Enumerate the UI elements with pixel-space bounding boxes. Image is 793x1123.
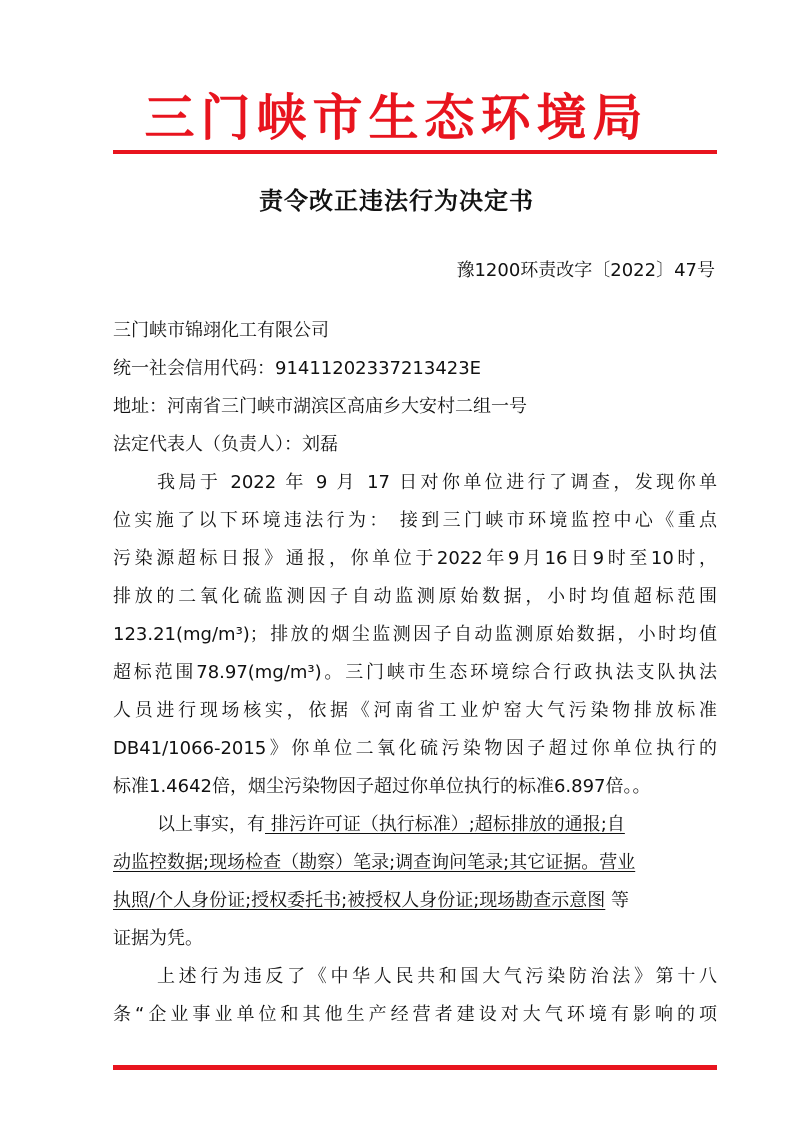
party-name: 三门峡市锦翊化工有限公司 (113, 320, 329, 341)
evidence-list: 排污许可证（执行标准）;超标排放的通报;自 (265, 814, 625, 835)
body-line: 我局于 2022 年 9 月 17 日对你单位进行了调查，发现你单 (157, 472, 717, 493)
evidence-prefix: 以上事实，有 (157, 814, 265, 835)
evidence-line (113, 886, 717, 916)
body-line: 排放的二氧化硫监测因子自动监测原始数据，小时均值超标范围 (113, 586, 717, 607)
legal-representative: 法定代表人（负责人）：刘磊 (113, 434, 338, 455)
party-address: 地址：河南省三门峡市湖滨区高庙乡大安村二组一号 (113, 396, 527, 417)
body-line: 上述行为违反了《中华人民共和国大气污染防治法》第十八 (157, 966, 717, 987)
body-line: DB41/1066-2015》你单位二氧化硫污染物因子超过你单位执行的 (113, 738, 717, 759)
credit-code: 统一社会信用代码：91411202337213423E (113, 358, 482, 379)
header-red-line (113, 150, 717, 154)
body-line: 标准1.4642倍，烟尘污染物因子超过你单位执行的标准6.897倍。。 (113, 776, 651, 797)
evidence-suffix: 等 (605, 890, 629, 911)
body-line: 条“企业事业单位和其他生产经营者建设对大气环境有影响的项 (113, 1004, 717, 1025)
evidence-line (157, 810, 717, 840)
body-line: 人员进行现场核实，依据《河南省工业炉窑大气污染物排放标准 (113, 700, 717, 721)
evidence-list: 动监控数据;现场检查（勘察）笔录;调查询问笔录;其它证据。营业 (113, 852, 636, 873)
body-line: 123.21(mg/m³)；排放的烟尘监测因子自动监测原始数据，小时均值 (113, 624, 717, 645)
evidence-line: 证据为凭。 (113, 928, 203, 949)
agency-name: 三门峡市生态环境局 (144, 88, 649, 147)
document-number: 豫1200环责改字〔2022〕47号 (456, 260, 715, 281)
body-line: 超标范围78.97(mg/m³)。三门峡市生态环境综合行政执法支队执法 (113, 662, 717, 683)
footer-red-line (113, 1065, 717, 1070)
evidence-line (113, 848, 717, 878)
document-title: 责令改正违法行为决定书 (259, 186, 534, 215)
body-line: 污染源超标日报》通报，你单位于2022年9月16日9时至10时， (113, 548, 717, 569)
evidence-list: 执照/个人身份证;授权委托书;被授权人身份证;现场勘查示意图 (113, 890, 606, 911)
body-line: 位实施了以下环境违法行为： 接到三门峡市环境监控中心《重点 (113, 510, 717, 531)
